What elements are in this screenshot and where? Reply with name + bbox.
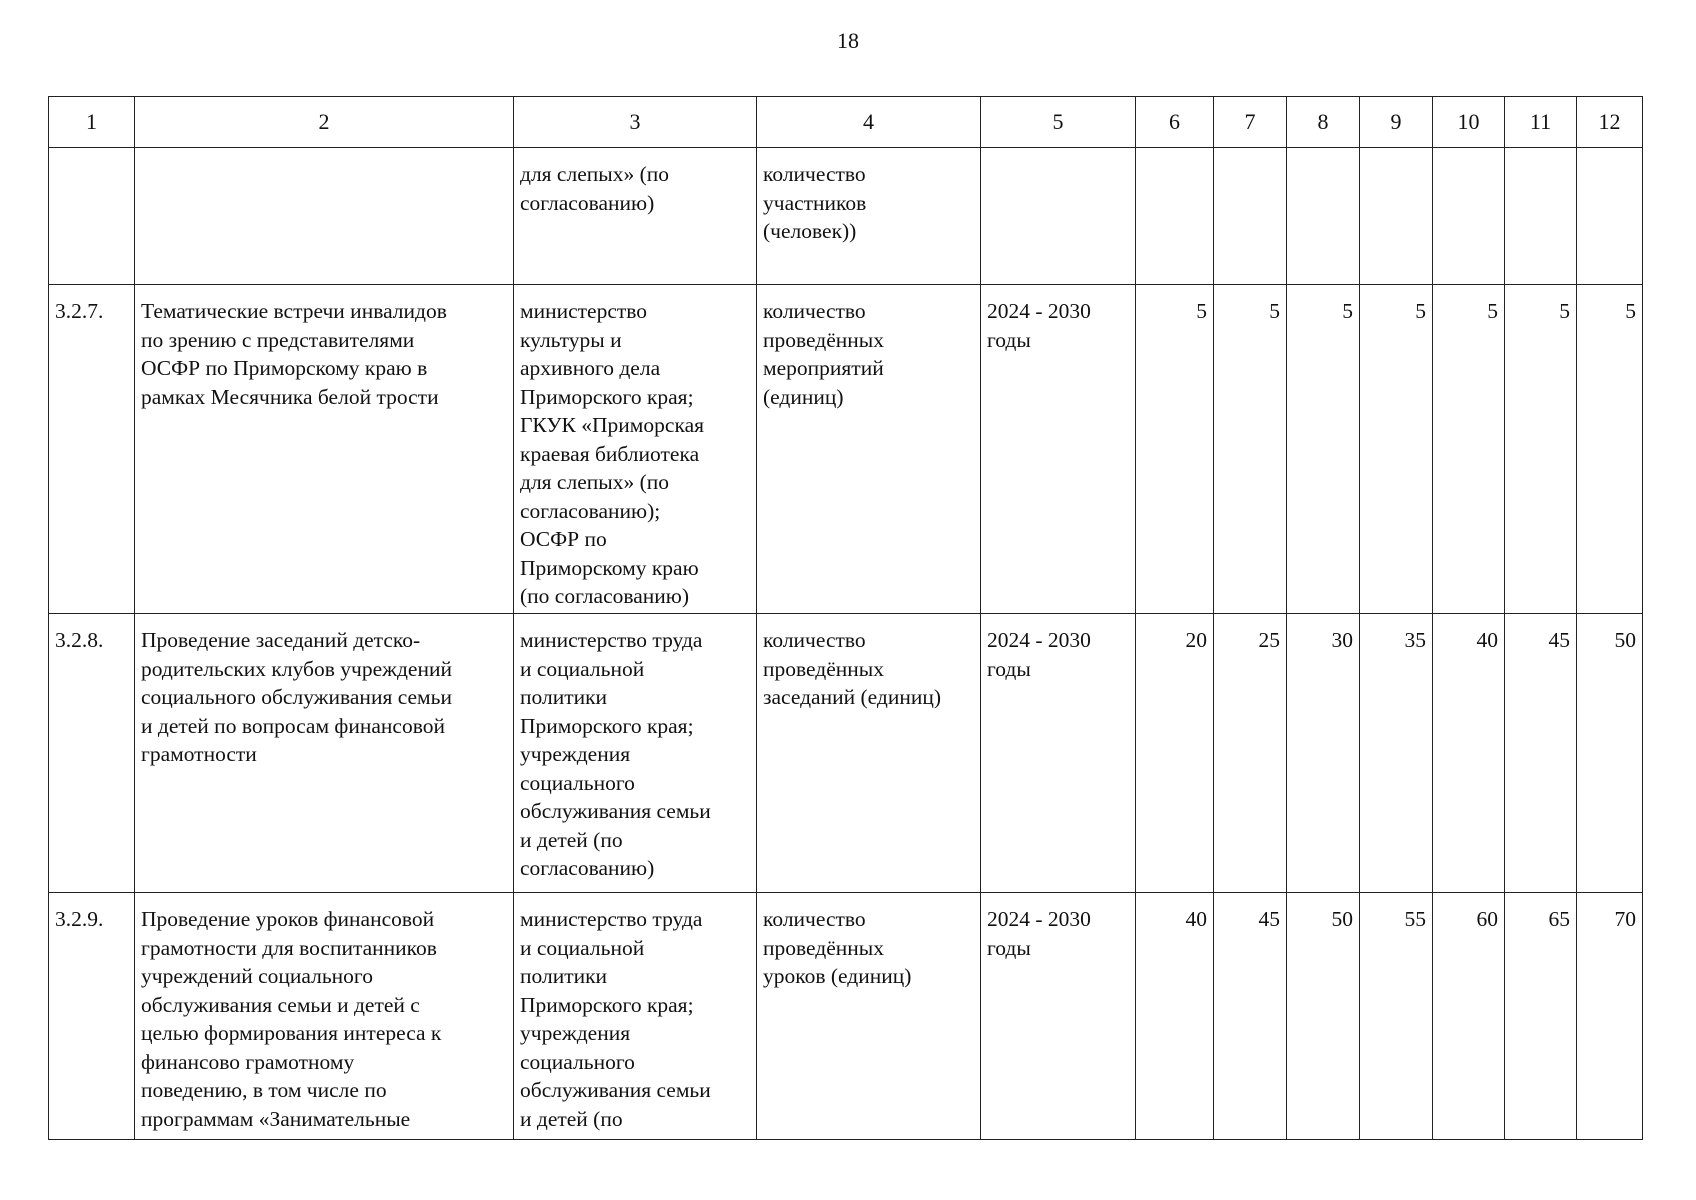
row-value: 45 <box>1214 893 1287 1140</box>
row-period: 2024 - 2030 годы <box>981 893 1136 1140</box>
row-value: 40 <box>1136 893 1214 1140</box>
row-id: 3.2.7. <box>49 285 135 614</box>
column-header: 9 <box>1360 97 1433 148</box>
row-event: Проведение заседаний детско- родительских клубов учреждений социального обслуживания семьи и детей по вопросам финансовой грамотности <box>135 614 514 893</box>
row-value: 50 <box>1577 614 1643 893</box>
column-header: 10 <box>1433 97 1505 148</box>
row-period: 2024 - 2030 годы <box>981 285 1136 614</box>
row-value: 20 <box>1136 614 1214 893</box>
row-responsible: министерство труда и социальной политики Приморского края; учреждения социального обслуживания семьи и детей (по согласованию) <box>514 614 757 893</box>
row-value: 30 <box>1287 614 1360 893</box>
row-indicator: количество участников (человек)) <box>757 148 981 285</box>
row-value: 65 <box>1505 893 1577 1140</box>
row-responsible: министерство культуры и архивного дела Приморского края; ГКУК «Приморская краевая библиотека для слепых» (по согласованию); ОСФР по Приморскому краю (по согласованию) <box>514 285 757 614</box>
row-value: 45 <box>1505 614 1577 893</box>
table-row <box>49 148 1643 285</box>
row-value: 55 <box>1360 893 1433 1140</box>
table-row <box>49 893 1643 1140</box>
row-value <box>1287 148 1360 285</box>
row-value: 25 <box>1214 614 1287 893</box>
row-value: 5 <box>1214 285 1287 614</box>
row-event: Проведение уроков финансовой грамотности для воспитанников учреждений социального обслуживания семьи и детей с целью формирования интереса к финансово грамотному поведению, в том числе по программам «Занимательные <box>135 893 514 1140</box>
column-number-row <box>49 97 1643 148</box>
page-number: 18 <box>837 28 859 53</box>
row-indicator: количество проведённых заседаний (единиц) <box>757 614 981 893</box>
row-id: 3.2.8. <box>49 614 135 893</box>
row-id <box>49 148 135 285</box>
row-value: 5 <box>1505 285 1577 614</box>
row-value: 70 <box>1577 893 1643 1140</box>
row-value: 35 <box>1360 614 1433 893</box>
column-header: 7 <box>1214 97 1287 148</box>
row-value <box>1433 148 1505 285</box>
row-value: 5 <box>1360 285 1433 614</box>
row-id: 3.2.9. <box>49 893 135 1140</box>
row-value <box>1577 148 1643 285</box>
row-indicator: количество проведённых мероприятий (единиц) <box>757 285 981 614</box>
column-header: 3 <box>514 97 757 148</box>
column-header: 12 <box>1577 97 1643 148</box>
measures-table <box>48 96 1643 1140</box>
row-value <box>1505 148 1577 285</box>
column-header: 2 <box>135 97 514 148</box>
row-value: 60 <box>1433 893 1505 1140</box>
row-value: 5 <box>1577 285 1643 614</box>
row-indicator: количество проведённых уроков (единиц) <box>757 893 981 1140</box>
column-header: 1 <box>49 97 135 148</box>
table-row <box>49 614 1643 893</box>
column-header: 6 <box>1136 97 1214 148</box>
row-value: 5 <box>1287 285 1360 614</box>
row-period <box>981 148 1136 285</box>
row-value: 50 <box>1287 893 1360 1140</box>
row-value: 5 <box>1433 285 1505 614</box>
column-header: 4 <box>757 97 981 148</box>
column-header: 5 <box>981 97 1136 148</box>
row-responsible: для слепых» (по согласованию) <box>514 148 757 285</box>
row-value <box>1214 148 1287 285</box>
row-period: 2024 - 2030 годы <box>981 614 1136 893</box>
table-row <box>49 285 1643 614</box>
row-value: 5 <box>1136 285 1214 614</box>
row-value <box>1136 148 1214 285</box>
row-value <box>1360 148 1433 285</box>
row-value: 40 <box>1433 614 1505 893</box>
column-header: 11 <box>1505 97 1577 148</box>
row-event <box>135 148 514 285</box>
row-responsible: министерство труда и социальной политики Приморского края; учреждения социального обслуживания семьи и детей (по <box>514 893 757 1140</box>
row-event: Тематические встречи инвалидов по зрению с представителями ОСФР по Приморскому краю в рамках Месячника белой трости <box>135 285 514 614</box>
column-header: 8 <box>1287 97 1360 148</box>
